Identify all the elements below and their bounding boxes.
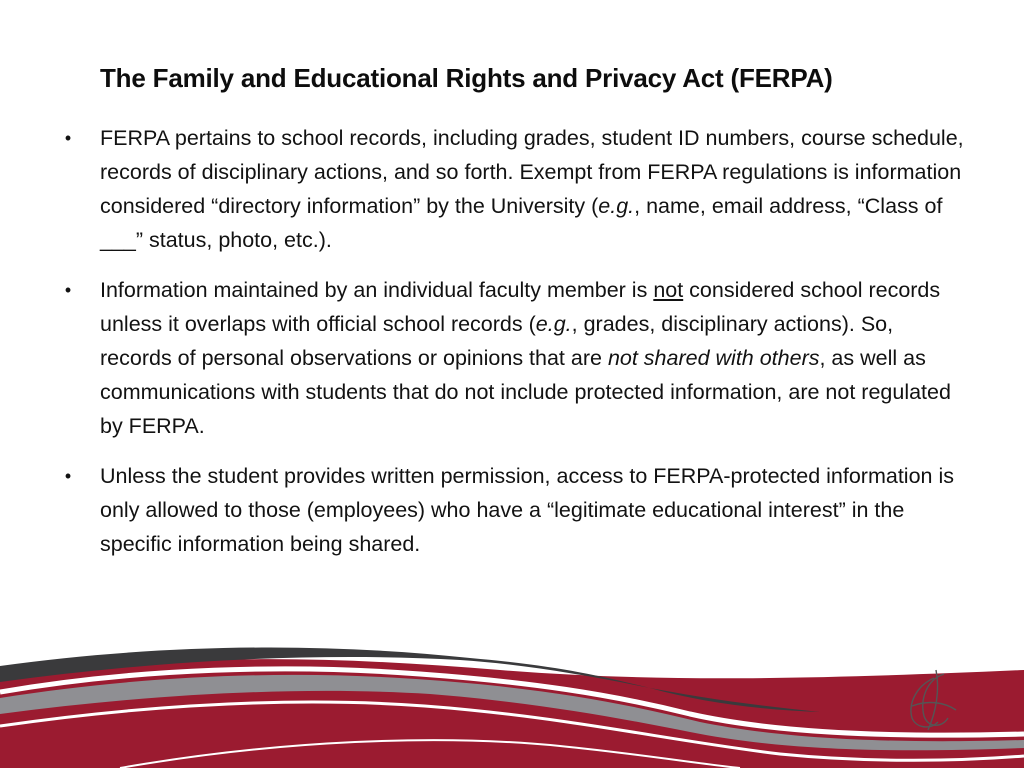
slide-title: The Family and Educational Rights and Privacy Act (FERPA) — [100, 63, 833, 93]
bullet-text: , as well as communications with students that do not include protected information, are not regulated by FERPA. — [100, 346, 951, 438]
bullet-item — [60, 121, 965, 257]
bullet-item — [60, 459, 965, 561]
bullet-text-italic: e.g. — [598, 194, 635, 218]
bullet-text: Unless the student provides written permission, access to FERPA-protected information is only allowed to those (employees) who have a “legitimate educational interest” in the specific information being shared. — [100, 464, 954, 556]
footer-wave-decoration — [0, 630, 1024, 768]
bullet-icon: • — [64, 280, 72, 300]
bullet-text-italic: not shared with others — [607, 346, 820, 370]
bullet-text: considered school records unless it overlaps with official school records ( — [100, 278, 941, 336]
bullet-text: , name, email address, “Class of ___” status, photo, etc.). — [100, 194, 943, 252]
bullet-icon: • — [64, 128, 72, 148]
bullet-text-italic: e.g. — [535, 312, 572, 336]
bullet-list — [60, 121, 965, 577]
bullet-item — [60, 273, 965, 443]
bullet-text: Information maintained by an individual faculty member is — [100, 278, 654, 302]
bullet-icon: • — [64, 466, 72, 486]
bullet-text-underline: not — [653, 278, 684, 302]
bullet-text: FERPA pertains to school records, including grades, student ID numbers, course schedule, records of disciplinary actions, and so forth. Exempt from FERPA regulations is information considered “directory information” by the University ( — [100, 126, 964, 218]
bullet-text: , grades, disciplinary actions). So, records of personal observations or opinions that are — [100, 312, 894, 370]
